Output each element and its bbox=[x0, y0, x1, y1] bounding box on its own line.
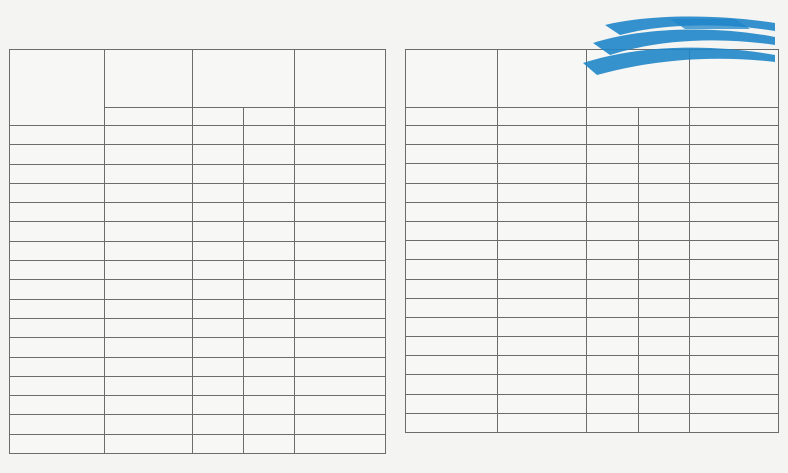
header-outside-diameter bbox=[498, 50, 587, 108]
cell-e1 bbox=[639, 413, 690, 432]
cell-d bbox=[105, 261, 193, 280]
cell-size bbox=[10, 203, 105, 222]
cell-size bbox=[406, 413, 498, 432]
header-limiting-wall bbox=[295, 50, 386, 108]
cell-e bbox=[587, 394, 639, 413]
header-e1 bbox=[639, 108, 690, 126]
cell-e bbox=[587, 337, 639, 356]
cell-size bbox=[10, 280, 105, 299]
cell-e1 bbox=[639, 337, 690, 356]
cell-e bbox=[193, 261, 244, 280]
cell-d bbox=[105, 145, 193, 164]
cell-d bbox=[498, 298, 587, 317]
cell-e1 bbox=[639, 221, 690, 240]
cell-e1 bbox=[639, 356, 690, 375]
table-row bbox=[10, 183, 386, 202]
cell-size bbox=[10, 126, 105, 145]
cell-e1 bbox=[244, 222, 295, 241]
cell-wall bbox=[295, 164, 386, 183]
cell-e1 bbox=[639, 279, 690, 298]
cell-e1 bbox=[244, 261, 295, 280]
table-row bbox=[406, 279, 779, 298]
table-row bbox=[10, 415, 386, 434]
table-row bbox=[10, 357, 386, 376]
cell-e1 bbox=[639, 317, 690, 336]
cell-e bbox=[587, 317, 639, 336]
header-limiting-wall bbox=[690, 50, 779, 108]
table-row bbox=[406, 164, 779, 183]
cell-size bbox=[10, 183, 105, 202]
cell-wall bbox=[295, 261, 386, 280]
cell-wall bbox=[295, 396, 386, 415]
cell-e1 bbox=[244, 280, 295, 299]
cell-wall bbox=[690, 375, 779, 394]
cell-e bbox=[587, 279, 639, 298]
cell-wall bbox=[690, 317, 779, 336]
cell-wall bbox=[690, 183, 779, 202]
cell-wall bbox=[690, 260, 779, 279]
cell-d bbox=[498, 241, 587, 260]
cell-e1 bbox=[639, 126, 690, 145]
cell-e bbox=[193, 145, 244, 164]
cell-wall bbox=[295, 318, 386, 337]
cell-wall bbox=[295, 126, 386, 145]
table-row bbox=[10, 164, 386, 183]
cell-e bbox=[587, 375, 639, 394]
cell-e bbox=[193, 415, 244, 434]
cell-d bbox=[498, 394, 587, 413]
cell-d bbox=[105, 338, 193, 357]
cell-e1 bbox=[639, 183, 690, 202]
cell-d bbox=[498, 221, 587, 240]
cell-e bbox=[587, 202, 639, 221]
cell-e bbox=[193, 318, 244, 337]
table-row bbox=[406, 202, 779, 221]
cell-wall bbox=[295, 203, 386, 222]
cell-d bbox=[498, 279, 587, 298]
cell-size bbox=[406, 183, 498, 202]
cell-e bbox=[193, 299, 244, 318]
cell-d bbox=[498, 202, 587, 221]
cell-wall bbox=[690, 413, 779, 432]
cell-d bbox=[105, 164, 193, 183]
cell-e bbox=[193, 203, 244, 222]
cell-e bbox=[193, 126, 244, 145]
cell-size bbox=[10, 338, 105, 357]
cell-d bbox=[498, 260, 587, 279]
table-row bbox=[10, 241, 386, 260]
cell-e bbox=[193, 357, 244, 376]
cell-e bbox=[587, 413, 639, 432]
cell-d bbox=[498, 183, 587, 202]
cell-e1 bbox=[639, 260, 690, 279]
cell-e1 bbox=[639, 298, 690, 317]
cell-e1 bbox=[639, 394, 690, 413]
cell-size bbox=[406, 260, 498, 279]
header-e bbox=[587, 108, 639, 126]
cell-e1 bbox=[244, 241, 295, 260]
table-row bbox=[10, 376, 386, 395]
cell-size bbox=[406, 126, 498, 145]
cell-d bbox=[105, 318, 193, 337]
cell-wall bbox=[690, 126, 779, 145]
table-row bbox=[406, 183, 779, 202]
header-blank bbox=[406, 108, 498, 126]
cell-d bbox=[498, 356, 587, 375]
cell-e bbox=[193, 338, 244, 357]
cell-d bbox=[105, 299, 193, 318]
cell-d bbox=[498, 375, 587, 394]
table-row bbox=[406, 413, 779, 432]
cell-d bbox=[498, 145, 587, 164]
table-row bbox=[10, 280, 386, 299]
cell-e bbox=[587, 221, 639, 240]
cell-wall bbox=[295, 241, 386, 260]
header-nominal-size bbox=[406, 50, 498, 108]
header-d bbox=[498, 108, 587, 126]
cell-size bbox=[406, 202, 498, 221]
header-length bbox=[587, 50, 690, 108]
cell-wall bbox=[690, 202, 779, 221]
cell-size bbox=[10, 299, 105, 318]
cell-d bbox=[105, 357, 193, 376]
cell-size bbox=[406, 375, 498, 394]
cell-wall bbox=[295, 376, 386, 395]
cell-e bbox=[193, 183, 244, 202]
table-row bbox=[406, 337, 779, 356]
cell-e1 bbox=[639, 202, 690, 221]
table-row bbox=[10, 318, 386, 337]
cell-size bbox=[10, 396, 105, 415]
cell-d bbox=[498, 413, 587, 432]
cell-e1 bbox=[639, 375, 690, 394]
cell-d bbox=[498, 317, 587, 336]
cell-size bbox=[406, 337, 498, 356]
table-body-right bbox=[406, 126, 779, 433]
cell-wall bbox=[295, 145, 386, 164]
table-row bbox=[406, 221, 779, 240]
table-body-left bbox=[10, 126, 386, 454]
cell-d bbox=[498, 164, 587, 183]
cell-e1 bbox=[639, 241, 690, 260]
cell-wall bbox=[295, 222, 386, 241]
caps-table-left bbox=[9, 49, 386, 454]
cell-size bbox=[406, 298, 498, 317]
cell-e1 bbox=[639, 145, 690, 164]
cell-e bbox=[193, 222, 244, 241]
table-row bbox=[406, 241, 779, 260]
header-e1 bbox=[295, 108, 386, 126]
cell-e bbox=[587, 183, 639, 202]
cell-wall bbox=[295, 415, 386, 434]
cell-wall bbox=[690, 279, 779, 298]
table-row bbox=[406, 394, 779, 413]
cell-size bbox=[10, 241, 105, 260]
cell-e bbox=[193, 280, 244, 299]
table-row bbox=[10, 261, 386, 280]
cell-wall bbox=[295, 434, 386, 453]
cell-e bbox=[193, 376, 244, 395]
table-row bbox=[10, 338, 386, 357]
cell-size bbox=[406, 279, 498, 298]
cell-d bbox=[105, 415, 193, 434]
header-outside-diameter bbox=[105, 50, 193, 108]
cell-e1 bbox=[244, 145, 295, 164]
cell-d bbox=[105, 203, 193, 222]
cell-d bbox=[498, 126, 587, 145]
table-row bbox=[10, 126, 386, 145]
header-d bbox=[193, 108, 244, 126]
cell-e1 bbox=[244, 376, 295, 395]
cell-wall bbox=[690, 164, 779, 183]
cell-size bbox=[10, 145, 105, 164]
cell-e1 bbox=[244, 183, 295, 202]
cell-size bbox=[10, 376, 105, 395]
cell-e1 bbox=[244, 126, 295, 145]
cell-e1 bbox=[244, 164, 295, 183]
cell-size bbox=[406, 317, 498, 336]
cell-e bbox=[587, 298, 639, 317]
cell-wall bbox=[295, 280, 386, 299]
table-row bbox=[406, 145, 779, 164]
cell-size bbox=[10, 415, 105, 434]
cell-e bbox=[587, 126, 639, 145]
header-blank bbox=[690, 108, 779, 126]
table-row bbox=[406, 298, 779, 317]
cell-e1 bbox=[244, 203, 295, 222]
cell-e1 bbox=[244, 357, 295, 376]
cell-e bbox=[587, 260, 639, 279]
cell-d bbox=[105, 183, 193, 202]
cell-size bbox=[406, 145, 498, 164]
cell-size bbox=[406, 221, 498, 240]
cell-wall bbox=[295, 299, 386, 318]
header-e bbox=[244, 108, 295, 126]
cell-wall bbox=[690, 145, 779, 164]
cell-wall bbox=[295, 338, 386, 357]
cell-wall bbox=[690, 241, 779, 260]
cell-e1 bbox=[244, 434, 295, 453]
cell-size bbox=[406, 241, 498, 260]
cell-wall bbox=[690, 337, 779, 356]
cell-size bbox=[10, 434, 105, 453]
cell-size bbox=[10, 261, 105, 280]
table-row bbox=[10, 299, 386, 318]
cell-e1 bbox=[244, 396, 295, 415]
header-length bbox=[193, 50, 295, 108]
header-blank bbox=[105, 108, 193, 126]
cell-e bbox=[587, 356, 639, 375]
cell-e1 bbox=[244, 415, 295, 434]
cell-e1 bbox=[244, 318, 295, 337]
cell-e1 bbox=[244, 338, 295, 357]
cell-size bbox=[406, 356, 498, 375]
cell-wall bbox=[690, 298, 779, 317]
table-row bbox=[406, 317, 779, 336]
cell-size bbox=[10, 318, 105, 337]
cell-size bbox=[406, 164, 498, 183]
cell-wall bbox=[690, 394, 779, 413]
cell-e bbox=[587, 164, 639, 183]
cell-size bbox=[406, 394, 498, 413]
caps-table-right bbox=[405, 49, 779, 433]
cell-d bbox=[105, 396, 193, 415]
cell-d bbox=[105, 126, 193, 145]
cell-wall bbox=[690, 221, 779, 240]
table-row bbox=[406, 260, 779, 279]
cell-e1 bbox=[244, 299, 295, 318]
cell-wall bbox=[690, 356, 779, 375]
cell-size bbox=[10, 222, 105, 241]
cell-d bbox=[105, 222, 193, 241]
header-nominal-size bbox=[10, 50, 105, 126]
cell-e bbox=[193, 396, 244, 415]
cell-e bbox=[193, 434, 244, 453]
table-row bbox=[10, 396, 386, 415]
table-row bbox=[10, 203, 386, 222]
cell-wall bbox=[295, 183, 386, 202]
cell-d bbox=[105, 376, 193, 395]
cell-d bbox=[105, 434, 193, 453]
table-row bbox=[10, 434, 386, 453]
cell-e bbox=[193, 164, 244, 183]
table-row bbox=[10, 145, 386, 164]
table-row bbox=[406, 356, 779, 375]
table-row bbox=[406, 126, 779, 145]
cell-e bbox=[587, 145, 639, 164]
cell-wall bbox=[295, 357, 386, 376]
cell-size bbox=[10, 357, 105, 376]
cell-size bbox=[10, 164, 105, 183]
cell-e bbox=[193, 241, 244, 260]
cell-e bbox=[587, 241, 639, 260]
table-row bbox=[10, 222, 386, 241]
cell-d bbox=[105, 280, 193, 299]
cell-d bbox=[105, 241, 193, 260]
cell-d bbox=[498, 337, 587, 356]
table-row bbox=[406, 375, 779, 394]
cell-e1 bbox=[639, 164, 690, 183]
